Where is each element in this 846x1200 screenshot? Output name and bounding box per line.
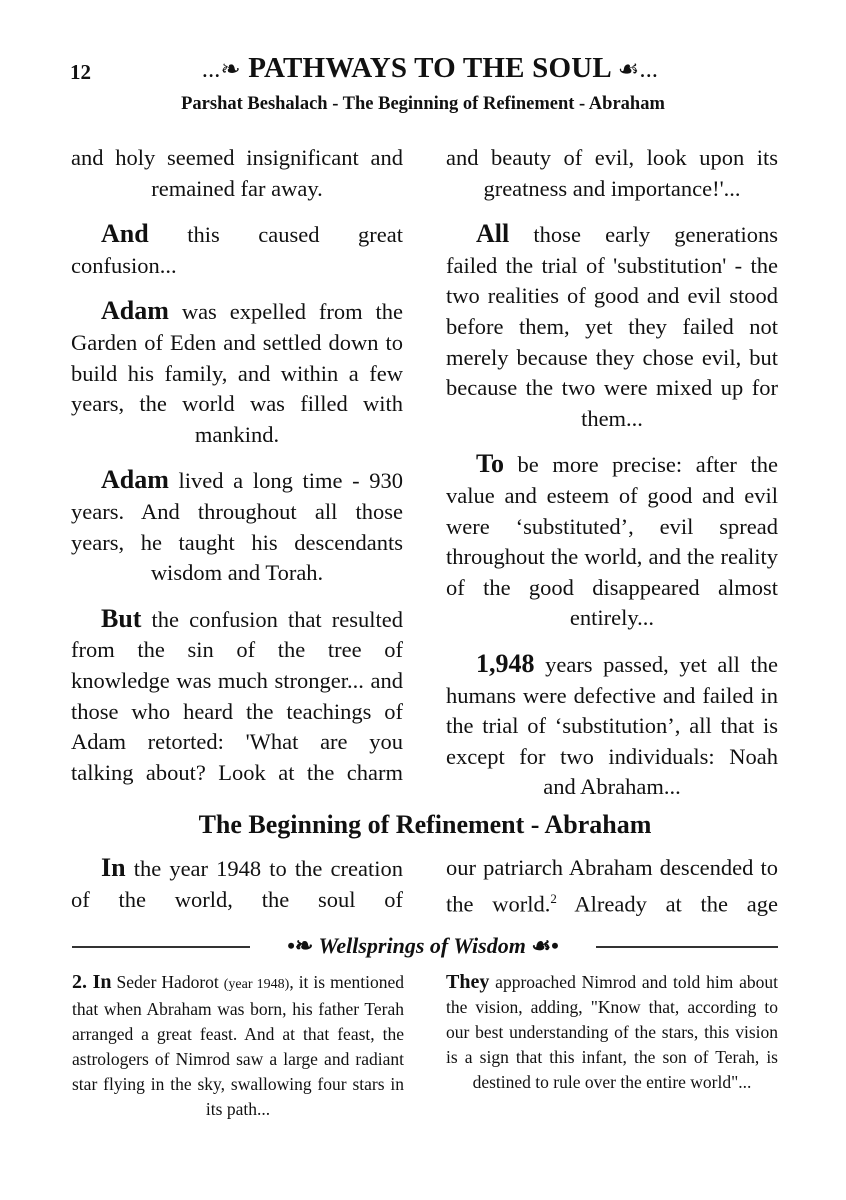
chapter-subtitle: Parshat Beshalach - The Beginning of Refinement - Abraham bbox=[181, 94, 665, 114]
paragraph-text: Already at the age bbox=[556, 891, 778, 917]
paragraph bbox=[446, 219, 778, 434]
paragraph bbox=[446, 853, 778, 920]
right-column bbox=[446, 143, 778, 818]
footnote-left bbox=[72, 970, 404, 1122]
footnote-text: approached Nimrod and told him about the vision, adding, "Know that, according to our best understanding of the stars, this vision is a sign that this infant, the son of Terah, is destined to rule over the entire world"... bbox=[446, 972, 778, 1092]
footnote-text: Seder Hadorot bbox=[111, 972, 224, 992]
footnote-section-label bbox=[250, 933, 596, 959]
paragraph-text: be more precise: after the value and esteem of good and evil were ‘substituted’, evil spread throughout the world, and the reality of the good disappeared almost entirely... bbox=[446, 452, 778, 631]
lead-word: In bbox=[101, 853, 126, 882]
ornament-right-icon: ☙• bbox=[531, 933, 559, 958]
lead-word: Adam bbox=[101, 296, 169, 326]
paragraph-text: the confusion that resulted from the sin of the tree of knowledge was much stronger... and those who heard the teachings of Adam retorted: 'What are you talking about? Look at the charm bbox=[71, 606, 403, 785]
footnote-citation: (year 1948) bbox=[223, 977, 290, 992]
paragraph bbox=[446, 143, 778, 204]
paragraph bbox=[71, 465, 403, 588]
paragraph-text: was expelled from the Garden of Eden and settled down to build his family, and within a few years, the world was filled with mankind. bbox=[71, 299, 403, 447]
page-number: 12 bbox=[70, 60, 91, 84]
footnote-right bbox=[446, 970, 778, 1095]
paragraph-text: this caused great confusion... bbox=[71, 222, 403, 278]
lead-word: But bbox=[101, 603, 142, 633]
footnote-lead: 2. In bbox=[72, 971, 112, 993]
section-left-column bbox=[71, 853, 403, 915]
paragraph-text: our patriarch Abraham descended to the world. bbox=[446, 855, 778, 917]
lead-word: Adam bbox=[101, 465, 169, 495]
ornament-right-icon: ☙... bbox=[617, 57, 659, 83]
left-column bbox=[71, 143, 403, 803]
paragraph-text: lived a long time - 930 years. And throughout all those years, he taught his descendants wisdom and Torah. bbox=[71, 468, 403, 586]
footnote-paragraph bbox=[72, 970, 404, 1122]
paragraph-text: years passed, yet all the humans were defective and failed in the trial of ‘substitution’, all that is except for two individuals: Noah and Abraham... bbox=[446, 651, 778, 800]
footnote-ref-link[interactable]: 2 bbox=[550, 890, 557, 906]
lead-word: To bbox=[476, 449, 504, 479]
ornament-left-icon: •❧ bbox=[287, 933, 314, 958]
paragraph bbox=[446, 649, 778, 803]
paragraph-text: the year 1948 to the creation of the world, the soul of bbox=[71, 856, 403, 912]
paragraph-text: and holy seemed insignificant and remained far away. bbox=[71, 145, 403, 201]
footnote-paragraph bbox=[446, 970, 778, 1095]
paragraph bbox=[71, 219, 403, 281]
section-heading: The Beginning of Refinement - Abraham bbox=[198, 810, 652, 839]
paragraph bbox=[71, 296, 403, 450]
footnote-lead: They bbox=[446, 971, 490, 993]
paragraph bbox=[71, 143, 403, 204]
paragraph-text: those early generations failed the trial of 'substitution' - the two realities of good and evil stood before them, yet they failed not merely because they chose evil, but because the two were mixed up for them... bbox=[446, 222, 778, 431]
paragraph bbox=[71, 853, 403, 915]
section-right-column bbox=[446, 853, 778, 920]
running-title bbox=[130, 52, 730, 85]
footnote-label-text: Wellsprings of Wisdom bbox=[318, 933, 526, 958]
lead-word: And bbox=[101, 219, 149, 249]
ornament-left-icon: ...❧ bbox=[201, 57, 241, 83]
footnote-text: , it is mentioned that when Abraham was born, his father Terah arranged a great feast. And at that feast, the astrologers of Nimrod saw a large and radiant star flying in the sky, swallowing four stars in its path... bbox=[72, 972, 404, 1119]
running-title-text: PATHWAYS TO THE SOUL bbox=[248, 52, 611, 84]
paragraph bbox=[71, 604, 403, 789]
lead-word: 1,948 bbox=[476, 648, 535, 678]
lead-word: All bbox=[476, 219, 510, 249]
paragraph-text: and beauty of evil, look upon its greatness and importance!'... bbox=[446, 145, 778, 201]
paragraph bbox=[446, 449, 778, 634]
